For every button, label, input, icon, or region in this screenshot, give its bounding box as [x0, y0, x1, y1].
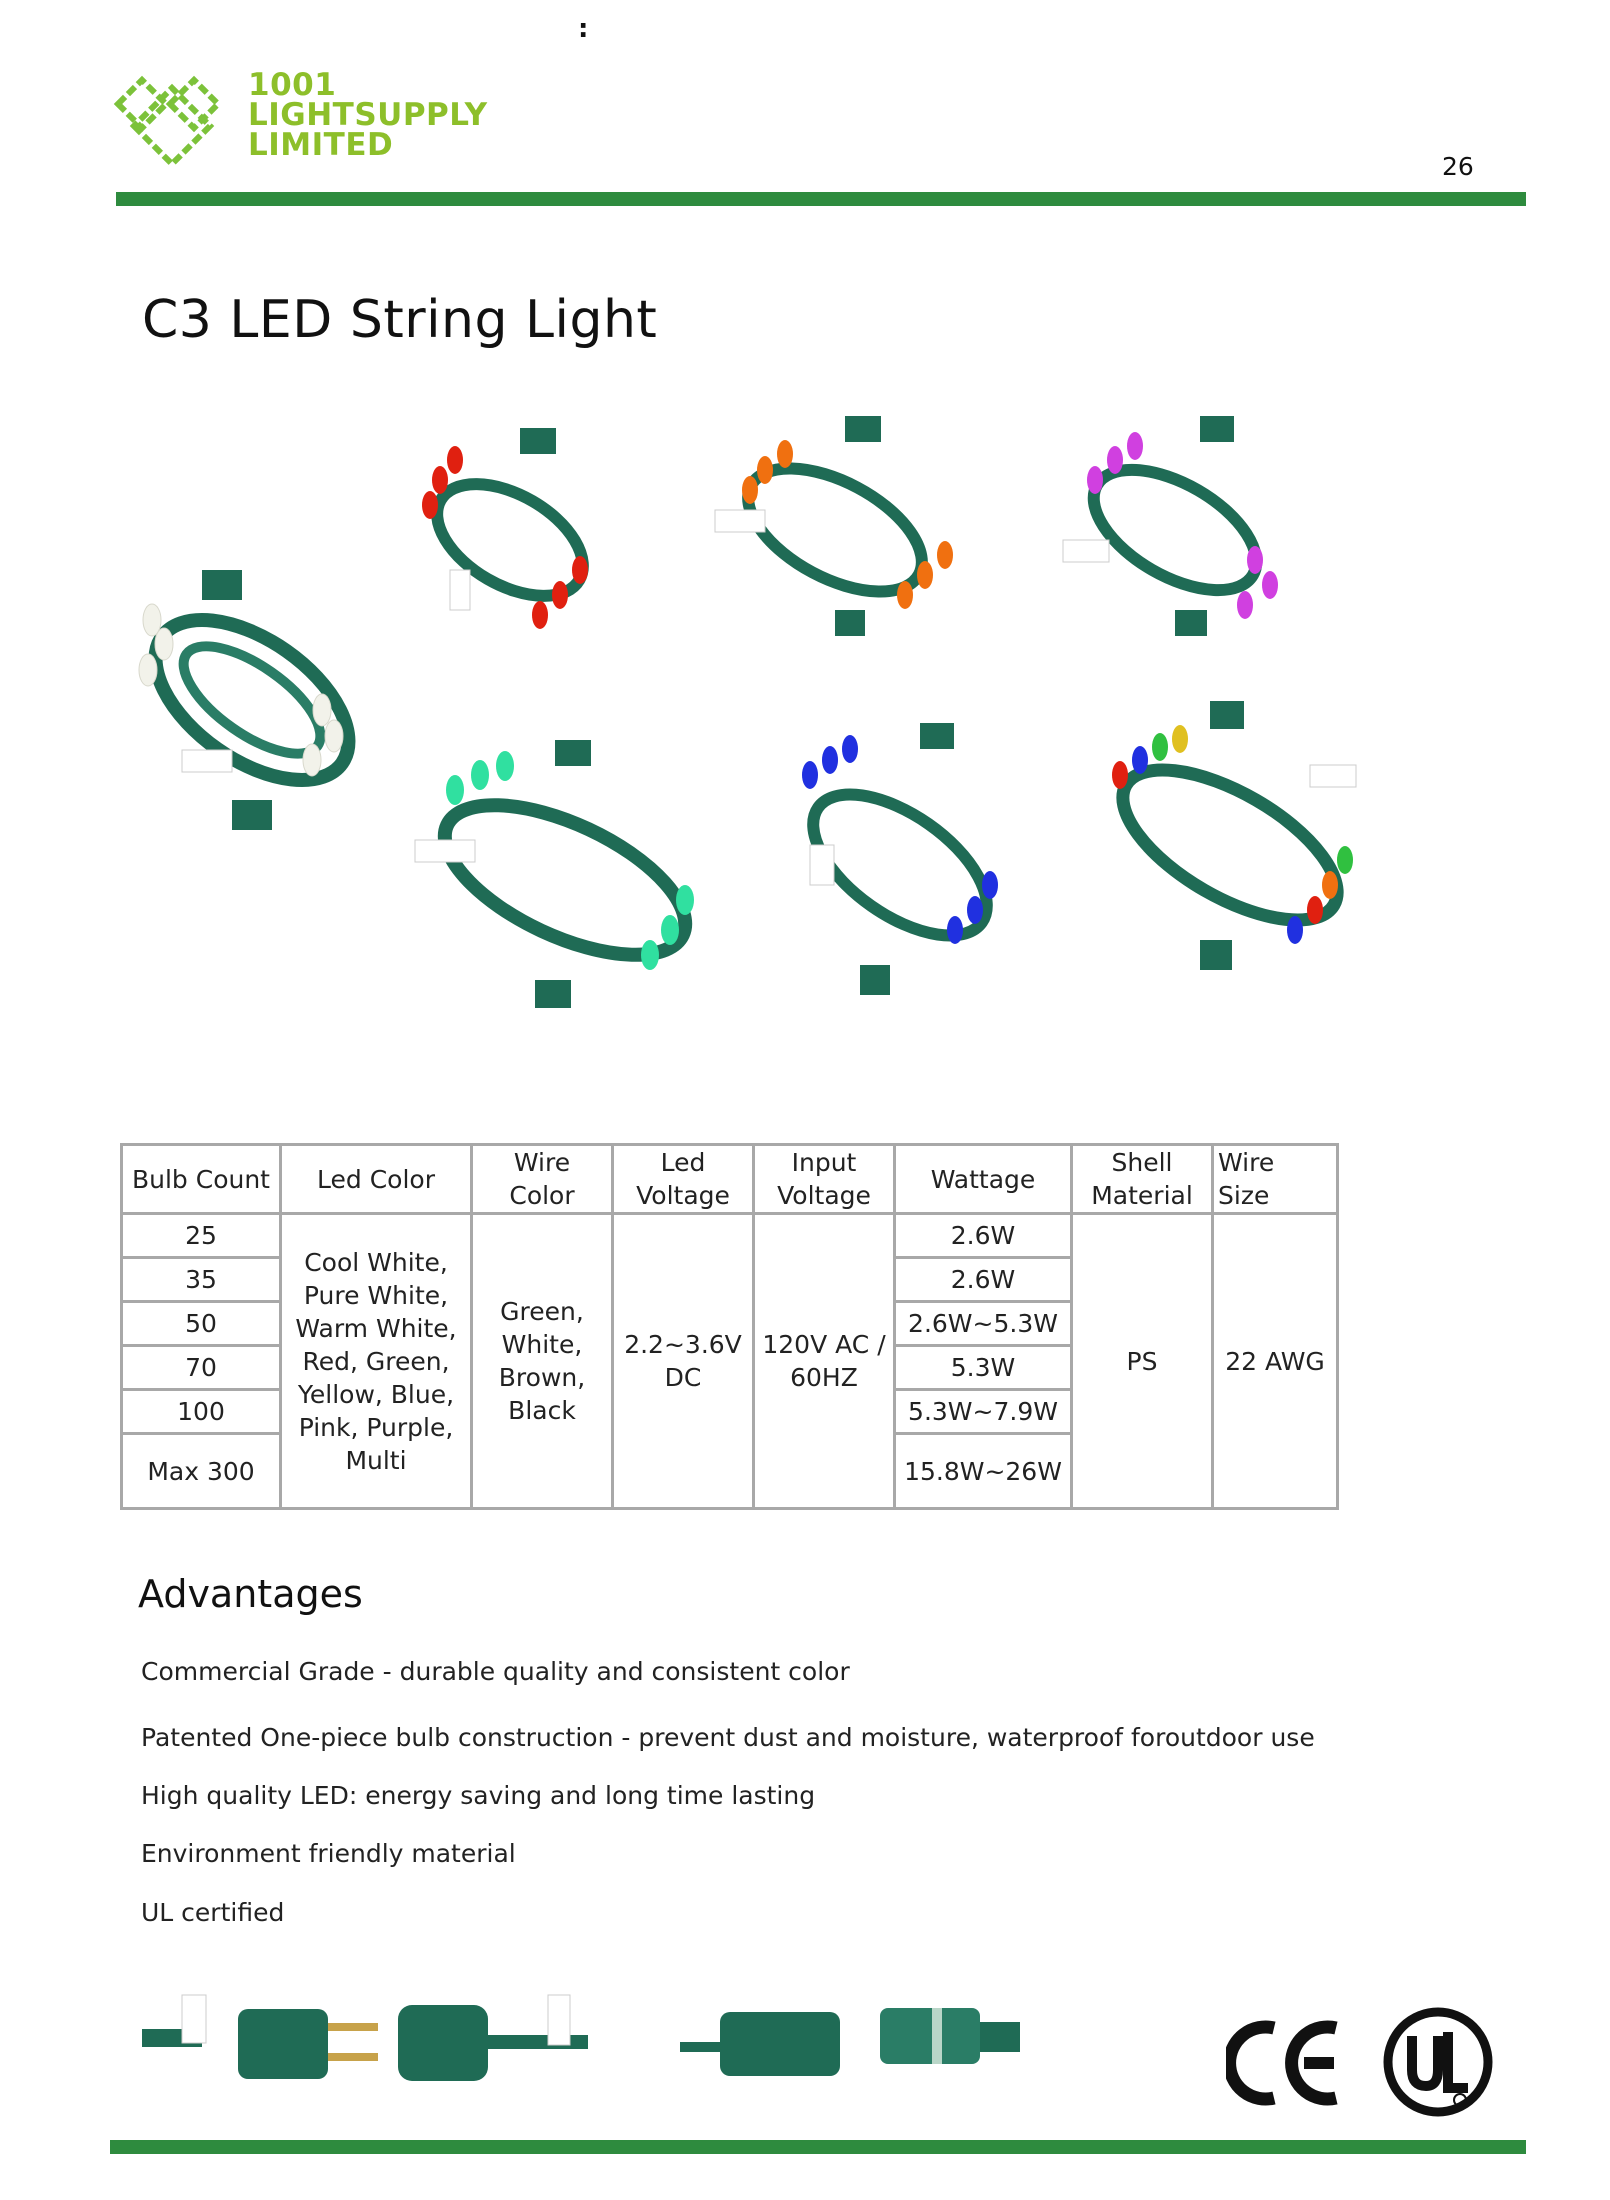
photo-tag — [715, 510, 765, 532]
header-led-voltage: Led Voltage — [613, 1145, 754, 1214]
led-voltage-cell: 2.2~3.6V DC — [613, 1214, 754, 1509]
photo-tag — [182, 1995, 206, 2043]
product-photo-purple — [1055, 410, 1295, 660]
photo-prong — [328, 2023, 378, 2031]
bulb-count-cell: 25 — [122, 1214, 281, 1258]
header-input-voltage: Input Voltage — [754, 1145, 895, 1214]
product-photo-orange — [705, 410, 975, 660]
input-voltage-cell: 120V AC / 60HZ — [754, 1214, 895, 1509]
wattage-cell: 2.6W — [895, 1214, 1072, 1258]
photo-tag — [548, 1995, 570, 2045]
wattage-cell: 5.3W~7.9W — [895, 1390, 1072, 1434]
product-photo-blue — [780, 715, 1020, 1015]
photo-male-plug — [238, 2009, 328, 2079]
wattage-cell: 2.6W — [895, 1258, 1072, 1302]
top-mark: : — [578, 14, 589, 44]
photo-tag — [1063, 540, 1109, 562]
plug-accessory-photo — [138, 1975, 598, 2115]
photo-tag — [810, 845, 834, 885]
advantages-title: Advantages — [138, 1572, 363, 1616]
socket-accessory-photo — [680, 1990, 1050, 2100]
photo-wire-bundle — [127, 588, 376, 812]
header-wire-color: Wire Color — [472, 1145, 613, 1214]
photo-end-plug — [1200, 940, 1232, 970]
photo-plug — [1200, 416, 1234, 442]
photo-socket-end — [980, 2022, 1020, 2052]
bulb-count-cell: Max 300 — [122, 1434, 281, 1509]
photo-prong — [328, 2053, 378, 2061]
photo-plug — [845, 416, 881, 442]
advantage-item: Commercial Grade - durable quality and consistent color — [141, 1657, 850, 1686]
header-shell-material: Shell Material — [1072, 1145, 1213, 1214]
photo-tag — [415, 840, 475, 862]
header-bulb-count: Bulb Count — [122, 1145, 281, 1214]
photo-end-plug — [860, 965, 890, 995]
page-number: 26 — [1442, 152, 1474, 181]
photo-end-plug — [1175, 610, 1207, 636]
photo-socket — [720, 2012, 840, 2076]
logo-line-2: LIGHTSUPPLY — [248, 97, 488, 133]
photo-wire — [680, 2042, 720, 2052]
photo-end-plug — [835, 610, 865, 636]
ce-mark-icon — [1226, 2018, 1346, 2108]
header-wattage: Wattage — [895, 1145, 1072, 1214]
product-photo-cool-white — [112, 560, 382, 860]
photo-socket — [880, 2008, 980, 2064]
wattage-cell: 15.8W~26W — [895, 1434, 1072, 1509]
photo-tag — [1310, 765, 1356, 787]
ul-mark-icon — [1382, 2006, 1494, 2118]
bulb-count-cell: 50 — [122, 1302, 281, 1346]
photo-plug — [520, 428, 556, 454]
header-divider — [116, 192, 1526, 206]
product-photo-multi — [1080, 695, 1380, 995]
photo-wire-bundle — [424, 774, 707, 985]
table-header-row — [122, 1145, 1338, 1214]
photo-bulbs — [1087, 432, 1278, 619]
logo-line-1: 1001 — [248, 67, 337, 103]
photo-wire — [488, 2035, 588, 2049]
page-title: C3 LED String Light — [142, 290, 658, 350]
advantage-item: Environment friendly material — [141, 1839, 516, 1868]
photo-plug — [1210, 701, 1244, 729]
photo-plug — [555, 740, 591, 766]
photo-tag — [182, 750, 232, 772]
wire-color-cell: Green, White, Brown, Black — [472, 1214, 613, 1509]
bulb-count-cell: 35 — [122, 1258, 281, 1302]
header-led-color: Led Color — [281, 1145, 472, 1214]
shell-material-cell: PS — [1072, 1214, 1213, 1509]
wattage-cell: 2.6W~5.3W — [895, 1302, 1072, 1346]
photo-socket-ring — [932, 2008, 942, 2064]
photo-end-plug — [535, 980, 571, 1008]
led-color-cell: Cool White, Pure White, Warm White, Red, Green, Yellow, Blue, Pink, Purple, Multi — [281, 1214, 472, 1509]
photo-tag — [450, 570, 470, 610]
bulb-count-cell: 70 — [122, 1346, 281, 1390]
photo-wire-bundle — [1074, 445, 1276, 615]
photo-plug — [202, 570, 242, 600]
photo-end-plug — [232, 800, 272, 830]
product-photo-green — [395, 730, 735, 1030]
footer-divider — [110, 2140, 1526, 2154]
photo-plug — [920, 723, 954, 749]
bulb-count-cell: 100 — [122, 1390, 281, 1434]
product-photo-red — [410, 420, 610, 650]
header-wire-size: Wire Size — [1213, 1145, 1338, 1214]
advantage-item: UL certified — [141, 1898, 285, 1927]
spec-table — [120, 1143, 1339, 1510]
wattage-cell: 5.3W — [895, 1346, 1072, 1390]
photo-female-plug — [398, 2005, 488, 2081]
table-row — [122, 1214, 1338, 1258]
advantage-item: Patented One-piece bulb construction - prevent dust and moisture, waterproof foroutdoor use — [141, 1723, 1315, 1752]
wire-size-cell: 22 AWG — [1213, 1214, 1338, 1509]
logo-line-3: LIMITED — [248, 127, 394, 163]
advantage-item: High quality LED: energy saving and long time lasting — [141, 1781, 816, 1810]
logo-text — [248, 67, 488, 163]
photo-bulbs — [802, 735, 998, 944]
